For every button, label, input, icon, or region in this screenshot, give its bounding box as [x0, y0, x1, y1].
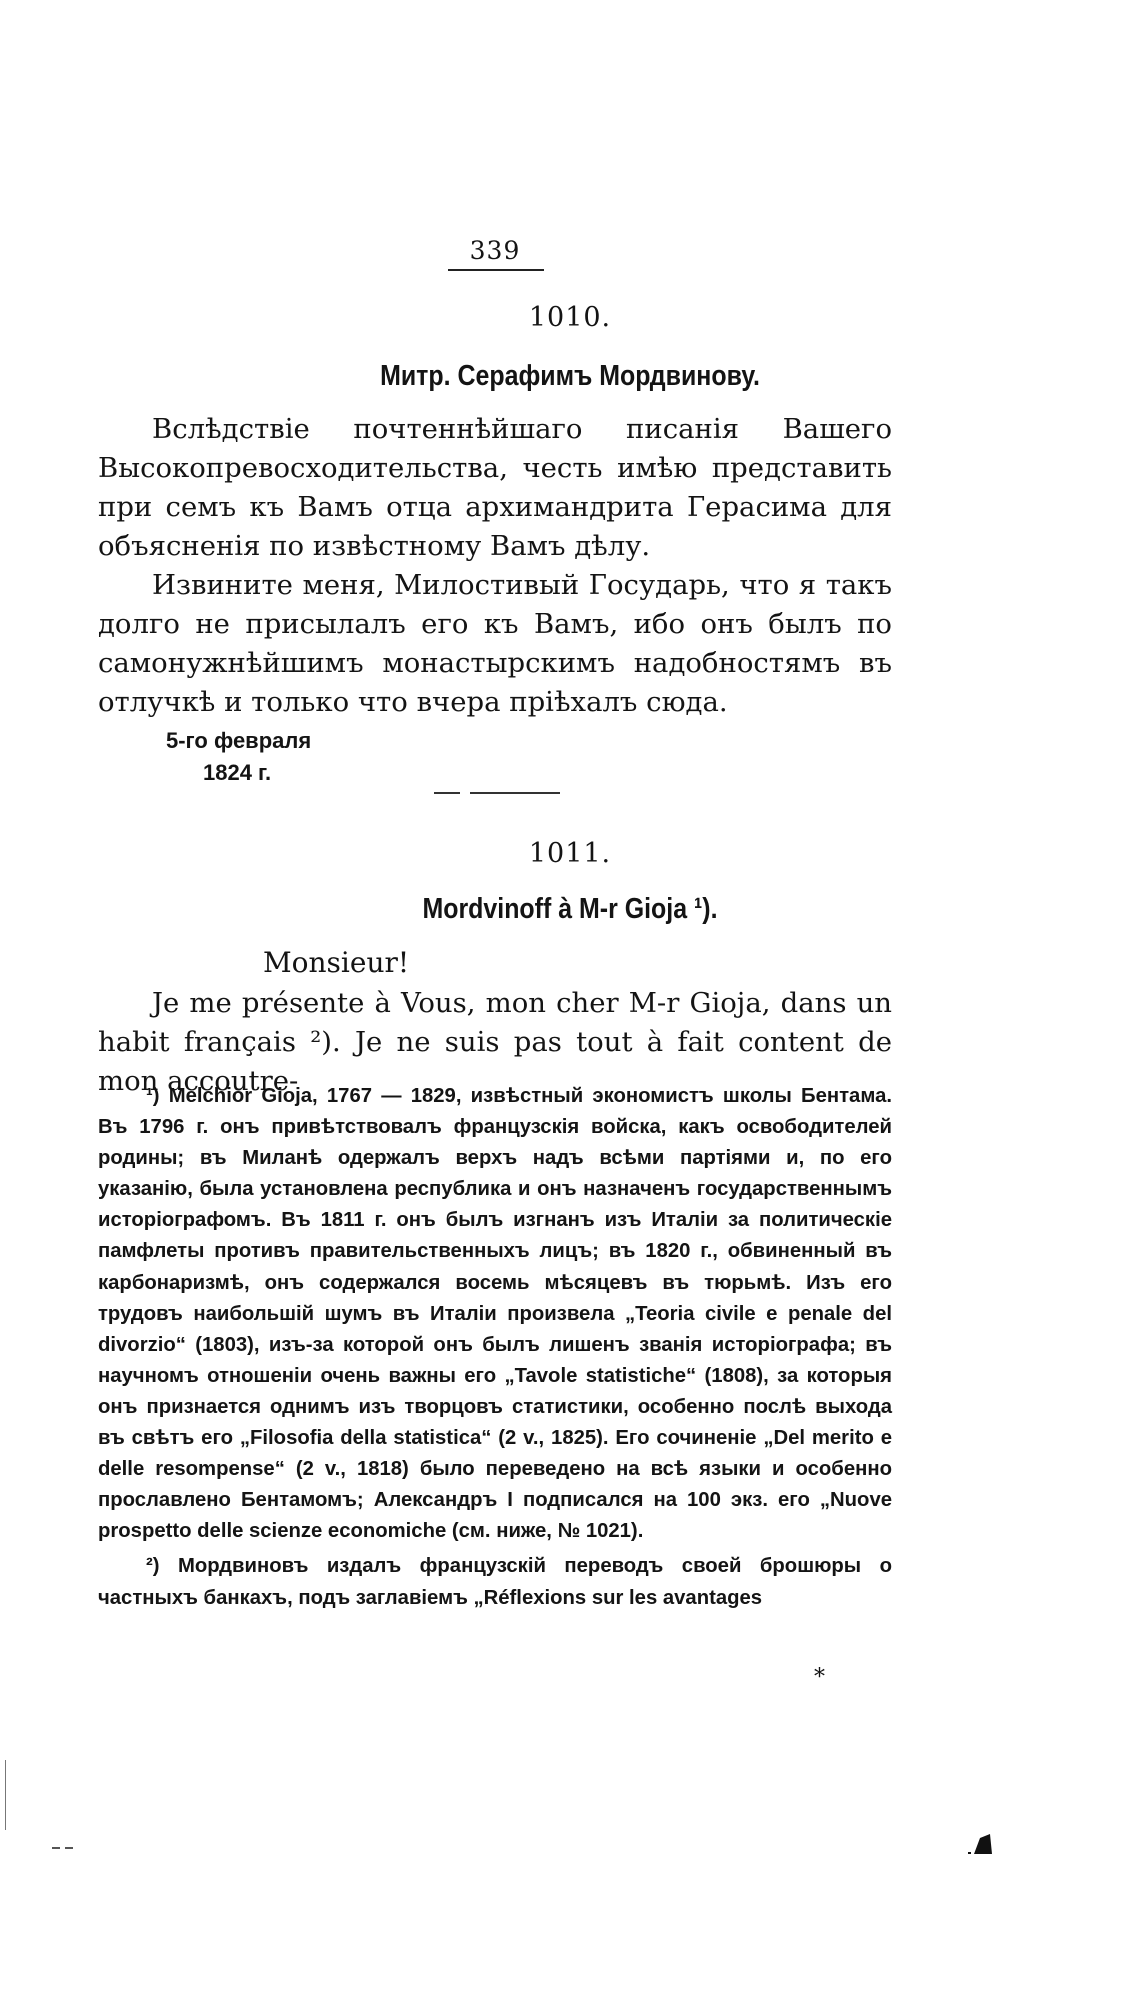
page-corner-mark-icon [968, 1832, 994, 1856]
letter-1010-body [98, 410, 892, 722]
letter-1011-heading: Mordvinoff à M-r Gioja ¹). [422, 893, 718, 925]
page-number-rule [448, 269, 544, 271]
letter-1010-date-line-1: 5-го февраля [166, 728, 312, 753]
scan-dash-mark-icon [52, 1846, 82, 1850]
footnote-1: ¹) Melchior Gioja, 1767 — 1829, извѣстный экономистъ школы Бентама. Въ 1796 г. онъ привѣтствовалъ французскія войска, какъ освободителей родины; въ Миланѣ одержалъ верхъ надъ всѣми партіями и, по его указанію, была установлена республика и онъ назначенъ государственнымъ исторіографомъ. Въ 1811 г. онъ былъ изгнанъ изъ Италіи за политическіе памфлеты противъ правительственныхъ лицъ; въ 1820 г., обвиненный въ карбонаризмѣ, онъ содержался восемь мѣсяцевъ въ тюрьмѣ. Изъ его трудовъ наибольшій шумъ въ Италіи произвела „Teoria civile e penale del divorzio“ (1803), изъ-за которой онъ былъ лишенъ званія исторіографа; въ научномъ отношеніи очень важны его „Tavole statistiche“ (1808), за которыя онъ признается однимъ изъ творцовъ статистики, особенно послѣ выхода въ свѣтъ его „Filosofia della statistica“ (2 v., 1825). Его сочиненіе „Del merito e delle resompense“ (2 v., 1818) было переведено на всѣ языки и особенно прославлено Бентамомъ; Александръ I подписался на 100 экз. его „Nuove prospetto delle scienze economiche (см. ниже, № 1021). [98, 1085, 892, 1543]
letter-1010-heading: Митр. Серафимъ Мордвинову. [380, 360, 760, 392]
separator-segment [470, 792, 560, 794]
letter-1011-paragraph: Je me présente à Vous, mon cher M-r Gioja, dans un habit français ²). Je ne suis pas tout à fait content de mon accoutre- [98, 987, 892, 1097]
page-number: 339 [469, 236, 521, 265]
letter-number-1011: 1011. [528, 838, 612, 869]
asterisk-mark: * [814, 1665, 825, 1690]
letter-1010-date-line-2: 1824 г. [203, 760, 272, 785]
footnotes [98, 1081, 892, 1614]
footnote-2: ²) Мордвиновъ издалъ французскій переводъ своей брошюры о частныхъ банкахъ, подъ заглавіемъ „Réflexions sur les avantages [98, 1555, 892, 1609]
letter-1010-paragraph-1: Вслѣдствіе почтеннѣйшаго писанія Вашего Высокопревосходительства, честь имѣю представить при семъ къ Вамъ отца архимандрита Герасима для объясненія по извѣстному Вамъ дѣлу. [98, 413, 892, 562]
scan-edge-line-icon [4, 1760, 8, 1830]
letter-1010-paragraph-2: Извините меня, Милостивый Государь, что я такъ долго не присылалъ его къ Вамъ, ибо онъ былъ по самонужнѣйшимъ монастырскимъ надобностямъ въ отлучкѣ и только что вчера пріѣхалъ сюда. [98, 569, 892, 718]
letter-1011-salutation: Monsieur! [263, 946, 410, 979]
separator-segment [434, 792, 460, 794]
letter-number-1010: 1010. [528, 302, 612, 333]
